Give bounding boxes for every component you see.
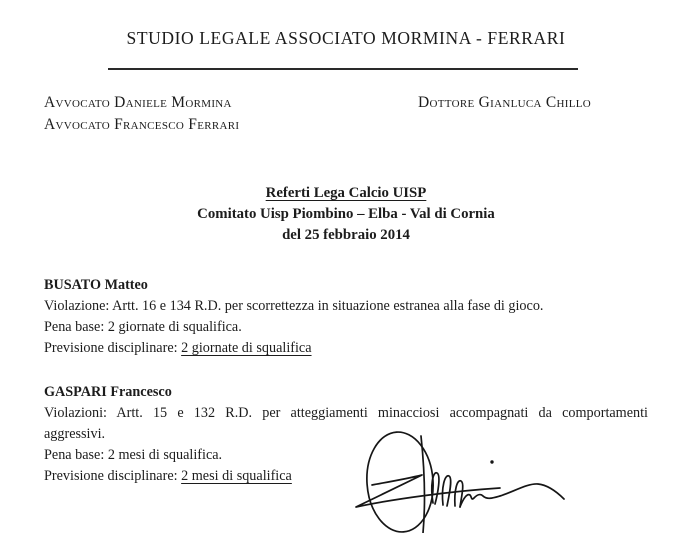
violation-line-1: Violazioni: Artt. 15 e 132 R.D. per atteggiamenti minacciosi accompagnati da comportamenti: [44, 405, 648, 421]
handwritten-signature: [338, 419, 570, 533]
player-name: BUSATO Matteo: [44, 277, 148, 293]
player-name: GASPARI Francesco: [44, 384, 172, 400]
report-title: Referti Lega Calcio UISP: [265, 185, 427, 201]
date-line: del 25 febbraio 2014: [282, 227, 410, 243]
disciplinary-value: 2 giornate di squalifica: [181, 340, 312, 356]
document-heading: [0, 183, 692, 246]
violation-line: Violazione: Artt. 16 e 134 R.D. per scorrettezza in situazione estranea alla fase di gioco.: [44, 298, 544, 314]
attorney-name-1: Avvocato Daniele Mormina: [44, 94, 232, 111]
case-section-busato: [44, 275, 648, 359]
attorney-name-2: Avvocato Francesco Ferrari: [44, 116, 240, 133]
base-penalty-line: Pena base: 2 mesi di squalifica.: [44, 447, 223, 463]
signature-drawing: [338, 419, 570, 533]
attorney-names: [44, 92, 239, 136]
disciplinary-label: Previsione disciplinare:: [44, 468, 182, 484]
firm-title: STUDIO LEGALE ASSOCIATO MORMINA - FERRARI: [126, 28, 566, 48]
disciplinary-value: 2 mesi di squalifica: [181, 468, 292, 484]
consultant-name: Dottore Gianluca Chillo: [418, 94, 592, 111]
letterhead-divider: [108, 68, 578, 70]
base-penalty-line: Pena base: 2 giornate di squalifica.: [44, 319, 242, 335]
violation-line-2: aggressivi.: [44, 426, 106, 442]
committee-line: Comitato Uisp Piombino – Elba - Val di Cornia: [197, 206, 495, 222]
disciplinary-line: [44, 338, 648, 359]
disciplinary-label: Previsione disciplinare:: [44, 340, 182, 356]
